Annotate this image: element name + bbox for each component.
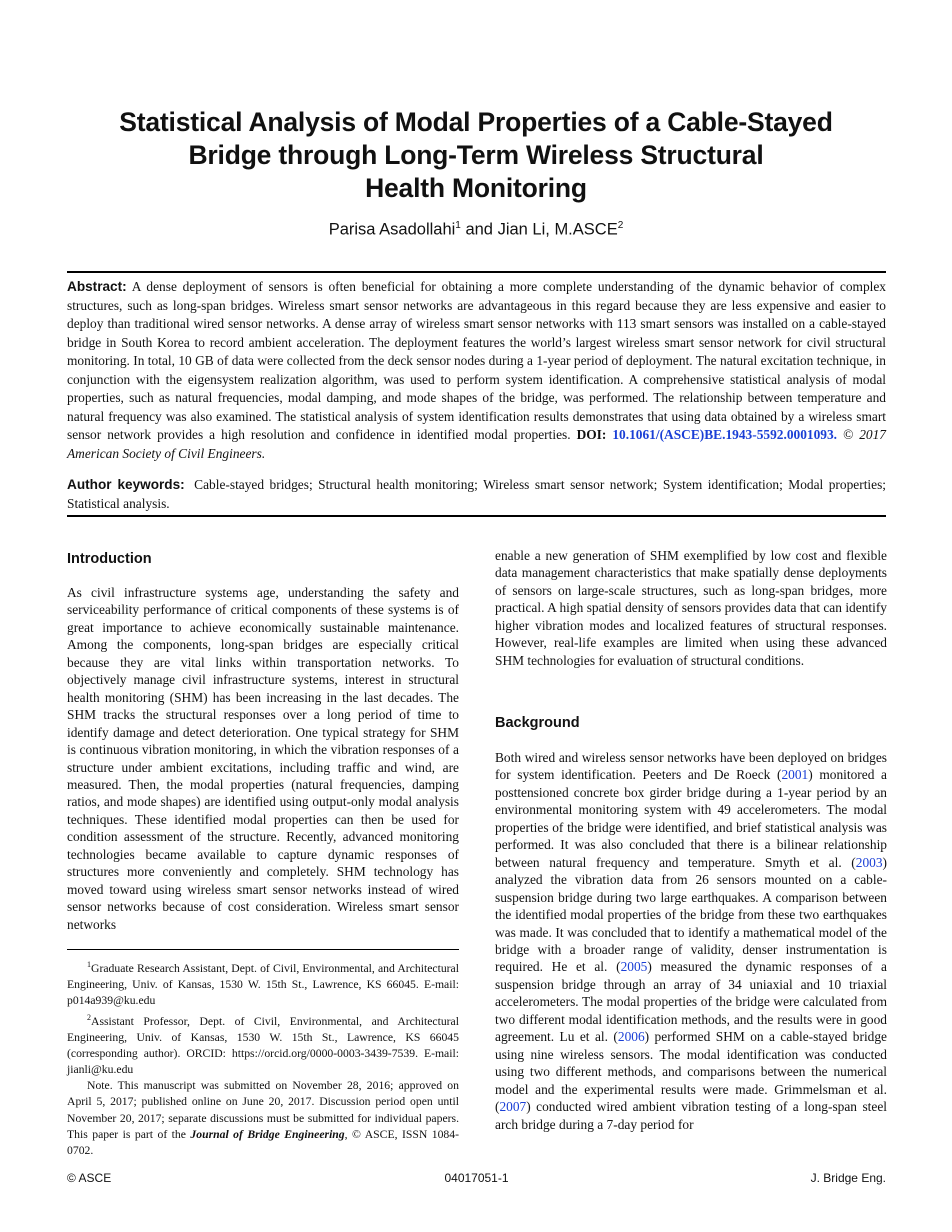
introduction-continuation — [495, 547, 887, 669]
manuscript-note — [67, 1078, 459, 1159]
citation-link[interactable]: 2007 — [499, 1099, 527, 1115]
doi-link[interactable]: 10.1061/(ASCE)BE.1943-5592.0001093. — [612, 427, 838, 443]
footer-publisher: © ASCE — [67, 1171, 112, 1185]
journal-name: Journal of Bridge Engineering — [190, 1127, 345, 1141]
section-heading-background: Background — [495, 715, 580, 731]
background-paragraph — [495, 749, 887, 1133]
introduction-body — [67, 584, 459, 933]
background-body — [495, 749, 887, 1133]
footnote-1 — [67, 957, 459, 1010]
footnotes — [67, 957, 459, 1159]
abstract-text: A dense deployment of sensors is often beneficial for obtaining a more complete understanding of the dynamic behavior of complex structures, such as long-span bridges. Wireless smart sensor networks are advantageous in this regard because they are less expensive and easier to deploy than traditional wired sensor networks. A dense array of wireless smart sensor networks with 113 smart sensors was installed on a cable-stayed bridge in South Korea to record ambient acceleration. The deployment features the world’s largest wireless smart sensor network for civil structural monitoring. In total, 10 GB of data were collected from the deck sensor nodes during a 1-year period of deployment. The natural excitation technique, in conjunction with the eigensystem realization algorithm, was used to perform system identification. A comprehensive statistical analysis of modal properties, such as natural frequencies, modal damping, and mode shapes of the bridge, was performed. The relationship between temperature and natural frequency was also examined. The statistical analysis of system identification results demonstrates that using data obtained by a wireless smart sensor network provides a high resolution and confidence in identified modal properties. — [67, 279, 886, 443]
introduction-continuation-paragraph: enable a new generation of SHM exemplified by low cost and flexible data management characteristics that make spatially dense deployments of sensors on large-scale structures, such as long-span bridges, more practical. A high spatial density of sensors provides data that can identify higher vibration modes and localized features of structural responses. However, real-life examples are limited when using these advanced SHM technologies for evaluation of structural conditions. — [495, 548, 887, 668]
paper-title — [60, 106, 892, 205]
background-text: ) performed SHM on a cable-stayed bridge using nine wireless sensors. The modal identification was conducted using two different methods, and comparisons between the numerical model and the experimental results were made. Grimmelsman et al. ( — [495, 1029, 887, 1115]
background-text: ) measured the dynamic responses of a suspension bridge through an array of 34 uniaxial and 10 triaxial accelerometers. The modal properties of the bridge were calculated from two different modal identification methods, and the results were in good agreement. Lu et al. ( — [495, 959, 888, 1045]
author-keywords — [67, 476, 886, 513]
citation-link[interactable]: 2006 — [617, 1029, 645, 1045]
footer-page-id: 04017051-1 — [444, 1171, 509, 1185]
footnote-1-mark: 1 — [87, 960, 91, 969]
citation-link[interactable]: 2003 — [855, 854, 883, 870]
keywords-label: Author keywords: — [67, 477, 185, 492]
author-line — [60, 220, 892, 240]
footnote-1-text: Graduate Research Assistant, Dept. of Civil, Environmental, and Architectural Engineering, Univ. of Kansas, 1530 W. 15th St., Lawrence, KS 66045. E-mail: p014a939@ku.edu — [67, 961, 459, 1008]
page-footer — [67, 1171, 886, 1187]
abstract-label: Abstract: — [67, 279, 127, 294]
abstract-top-rule — [67, 271, 886, 273]
author-1-affiliation-mark: 1 — [455, 220, 461, 231]
doi-label: DOI: — [576, 427, 607, 443]
background-text: Both wired and wireless sensor networks have been deployed on bridges for system identification. Peeters and De Roeck ( — [495, 750, 887, 783]
citation-link[interactable]: 2005 — [620, 959, 648, 975]
author-2-affiliation-mark: 2 — [617, 220, 624, 231]
citation-link[interactable]: 2001 — [781, 767, 809, 783]
abstract-bottom-rule — [67, 515, 886, 517]
footer-journal: J. Bridge Eng. — [810, 1171, 886, 1185]
note-end: , © ASCE, ISSN 1084-0702. — [67, 1127, 459, 1158]
author-2: Jian Li, M.ASCE — [497, 220, 618, 239]
abstract — [67, 278, 886, 463]
introduction-paragraph: As civil infrastructure systems age, understanding the safety and serviceability performance of critical components of these systems is of great importance to achieve economically sustainable maintenance. Among the components, long-span bridges are especially critical because they are vital links within transportation networks. To objectively manage civil infrastructure systems, interest in structural health monitoring (SHM) has been increasing in the last decades. The SHM tracks the structural responses over a long period of time to identify damage and detect deterioration. One typical strategy for SHM is continuous vibration monitoring, in which the vibration responses of a structure under ambient excitations, including traffic and wind, are measured. Then, the modal properties (natural frequencies, damping ratios, and mode shapes) are identified using output-only modal analysis techniques. These identified modal properties can then be used for condition assessment of the structure. Recently, advanced monitoring technologies became available to capture dynamic responses of structures more conveniently and completely. SHM technology has moved toward using wireless smart sensor networks instead of wired sensor networks because of cost consideration. Wireless smart sensor networks — [67, 585, 459, 932]
background-text: ) conducted wired ambient vibration testing of a long-span steel arch bridge during a 7-day period for — [495, 1099, 887, 1132]
author-conjunction: and — [465, 220, 493, 239]
note-text: Note. This manuscript was submitted on November 28, 2016; approved on April 5, 2017; published online on June 20, 2017. Discussion period open until November 20, 2017; separate discussions must be submitted for individual papers. This paper is part of the — [67, 1079, 459, 1141]
footnote-2 — [67, 1010, 459, 1079]
title-line-1: Statistical Analysis of Modal Properties of a Cable-Stayed — [119, 107, 833, 137]
section-heading-introduction: Introduction — [67, 551, 152, 567]
footnote-separator — [67, 949, 459, 950]
author-1: Parisa Asadollahi — [328, 220, 456, 239]
keywords-text: Cable-stayed bridges; Structural health monitoring; Wireless smart sensor network; System identification; Modal properties; Statistical analysis. — [67, 477, 887, 511]
background-text: ) monitored a posttensioned concrete box girder bridge during a 1-year period by an environmental monitoring system with 49 accelerometers. The modal properties of the bridge were identified, and brief statistical analysis was performed. It was also concluded that there is a bilinear relationship between natural frequency and temperature. Smyth et al. ( — [495, 767, 887, 870]
title-line-3: Health Monitoring — [365, 173, 587, 203]
background-text: ) analyzed the vibration data from 26 sensors mounted on a cable-suspension bridge during two large earthquakes. A comparison between the identified modal properties of the bridge from these two earthquakes was made. It was concluded that to identify a mathematical model of the bridge with a broader range of validity, denser instrumentation is required. He et al. ( — [495, 854, 887, 975]
title-line-2: Bridge through Long-Term Wireless Structural — [188, 140, 764, 170]
copyright-notice: © 2017 American Society of Civil Engineers. — [67, 427, 886, 461]
footnote-2-mark: 2 — [87, 1012, 91, 1022]
footnote-2-text: Assistant Professor, Dept. of Civil, Environmental, and Architectural Engineering, Univ. of Kansas, 1530 W. 15th St., Lawrence, KS 66045 (corresponding author). ORCID: https://orcid.org/0000-0003-3439-7539. E-mail: jianli@ku.edu — [67, 1014, 459, 1076]
